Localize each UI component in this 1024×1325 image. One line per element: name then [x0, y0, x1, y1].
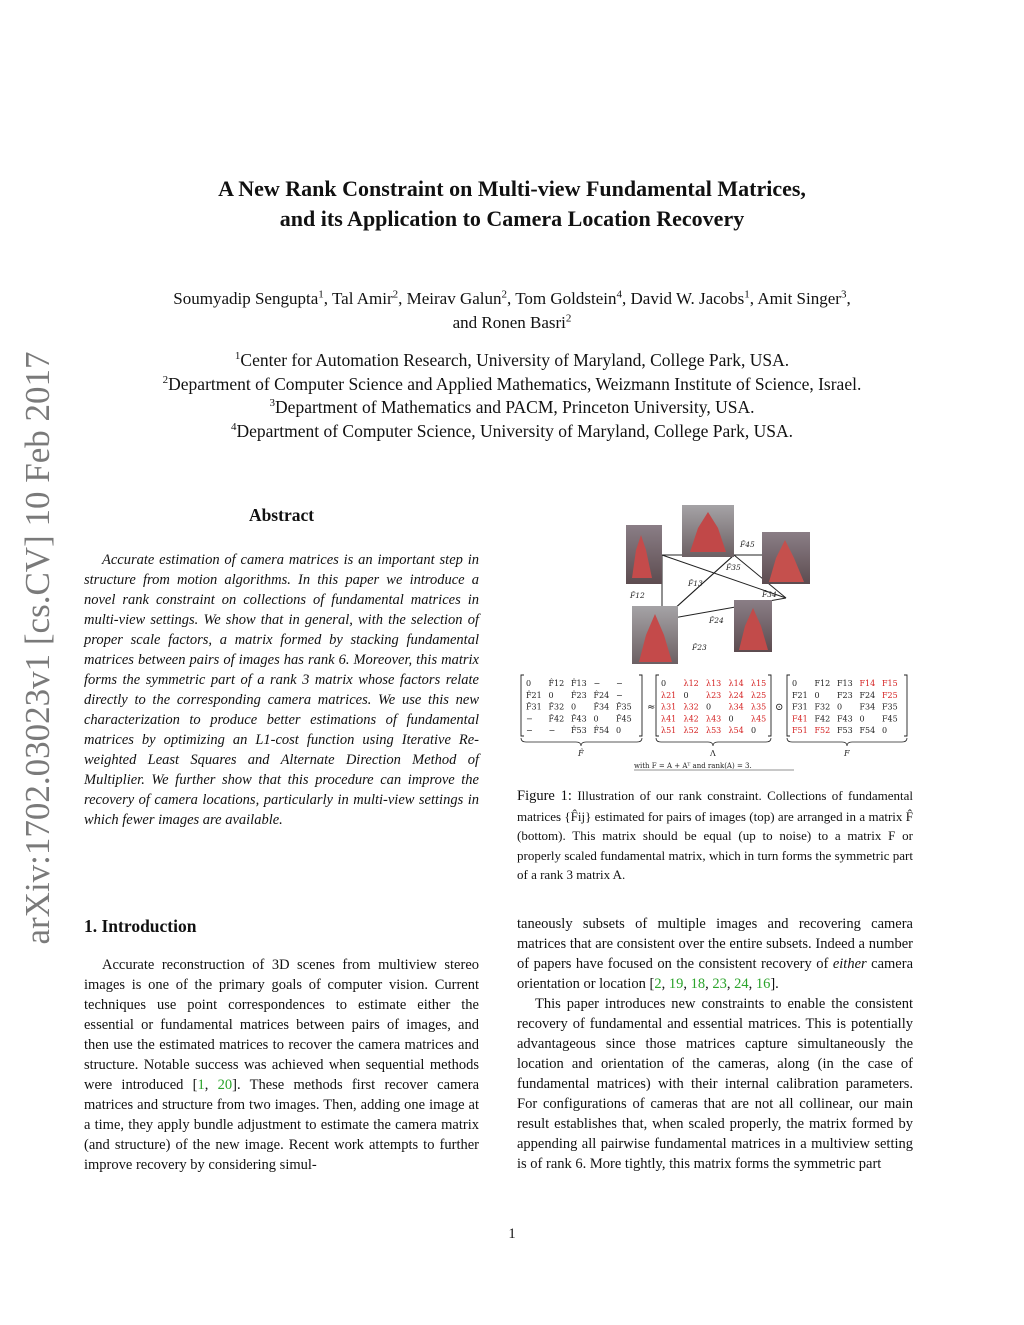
right-column-body [517, 914, 913, 1174]
lambda-cell: λ51 [661, 726, 677, 736]
fhat-cell: F̂34 [593, 702, 610, 712]
f-cell: F32 [814, 702, 831, 712]
fhat-cell: − [526, 726, 533, 736]
graph-label: F̂35 [726, 563, 741, 572]
lambda-cell: λ12 [683, 679, 699, 688]
f-cell: 0 [837, 702, 843, 712]
f-cell: 0 [882, 726, 888, 736]
title-line-1: A New Rank Constraint on Multi-view Fundamental Matrices, [218, 176, 806, 201]
paper-title [130, 174, 894, 234]
fhat-cell: F̂53 [571, 726, 587, 736]
fhat-cell: − [616, 690, 623, 700]
citation-link[interactable]: 23 [712, 976, 727, 992]
fhat-cell: F̂54 [593, 726, 610, 736]
affiliation [80, 420, 944, 444]
lambda-cell: λ35 [751, 702, 767, 712]
f-cell: F31 [792, 702, 808, 712]
f-cell: 0 [792, 679, 798, 688]
citation-link[interactable]: 24 [734, 976, 749, 992]
author-name: Meirav Galun [406, 289, 502, 308]
lambda-cell: λ52 [683, 726, 699, 736]
view-photo-2 [682, 505, 734, 557]
f-cell: F34 [859, 702, 876, 712]
affiliation-text: Department of Mathematics and PACM, Princeton University, USA. [275, 397, 755, 417]
citation-link[interactable]: 18 [690, 976, 706, 992]
author-affil-mark: 2 [501, 288, 508, 301]
author-affil-mark: 3 [840, 288, 847, 301]
f-cell: F41 [792, 714, 808, 724]
author-list [80, 287, 944, 335]
lambda-cell: λ41 [661, 714, 677, 724]
lambda-cell: 0 [661, 679, 667, 688]
affiliation [80, 396, 944, 420]
citation-link[interactable]: 16 [755, 976, 771, 992]
emphasis-text: either [832, 956, 867, 972]
affiliation-number: 3 [269, 397, 276, 410]
fhat-cell: − [548, 726, 556, 736]
figure-footnote: with F = A + Aᵀ and rank(A) = 3. [634, 762, 752, 770]
lambda-cell: 0 [706, 702, 712, 712]
lambda-cell: λ42 [683, 714, 699, 724]
fhat-cell: F̂32 [548, 702, 565, 712]
fhat-cell: F̂45 [616, 714, 632, 724]
author-line-1: Soumyadip Sengupta$^1$, Tal Amir$^2$, Meirav Galun$^2$, Tom Goldstein$^4$, David W. Jacobs$^1$, Amit Singer$^3$, [173, 288, 851, 308]
author-name: Amit Singer [757, 289, 841, 308]
paragraph-text: taneously subsets of multiple images and recovering camera matrices that are consistent over the entire subsets. Indeed a number of papers have focused on the consistent recovery of [517, 916, 913, 972]
matrix-label-lambda: Λ [710, 749, 716, 758]
affiliation-text: Department of Computer Science and Applied Mathematics, Weizmann Institute of Science, Israel. [168, 373, 862, 394]
lambda-cell: 0 [683, 690, 689, 700]
f-cell: F51 [792, 726, 808, 736]
graph-label: F̂23 [692, 643, 707, 652]
fhat-cell: F̂13 [571, 679, 587, 688]
introduction-body [84, 955, 479, 1175]
lambda-cell: λ13 [706, 679, 722, 688]
fhat-cell: − [593, 679, 601, 688]
matrix-label-f: F [844, 749, 850, 758]
f-cell: 0 [859, 714, 865, 724]
fhat-cell: 0 [526, 679, 532, 688]
author-line-2 [80, 311, 944, 335]
view-photo-4 [632, 606, 678, 664]
author-name: David W. Jacobs [630, 289, 745, 308]
paragraph-text: camera orientation or location [ [517, 956, 913, 992]
fhat-cell: − [526, 714, 533, 724]
f-cell: F52 [814, 726, 831, 736]
affiliation-number: 2 [162, 373, 169, 386]
affiliation [80, 373, 944, 397]
intro-text-a: Accurate reconstruction of 3D scenes from multiview stereo images is one of the primary goals of computer vision. Current techniques use point correspondences to estimate either the essential or fundamental matrices between pairs of images, and then use the estimated matrices to recover the camera matrices and structure. Notable success was achieved when sequential methods were introduced [ [84, 957, 479, 1093]
author-affil-mark: 4 [616, 288, 622, 301]
abstract-body: Accurate estimation of camera matrices is an important step in structure from motion algorithms. In this paper we introduce a novel rank constraint on collections of fundamental matrices in multi-view settings. We show that in general, with the selection of proper scale factors, a matrix formed by stacking fundamental matrices between pairs of images has rank 6. Moreover, this matrix forms the symmetric part of a rank 3 matrix whose factors relate directly to the corresponding camera matrices. We use this new characterization to produce better estimations of fundamental matrices by optimizing an L1-cost function using Iterative Re-weighted Least Squares and Alternate Direction Method of Multiplier. We further show that this procedure can improve the recovery of camera locations, particularly in multi-view settings in which fewer images are available. [84, 552, 479, 828]
fhat-cell: 0 [616, 726, 622, 736]
fhat-cell: 0 [593, 714, 599, 724]
f-cell: F15 [882, 679, 898, 688]
approx-symbol: ≈ [647, 702, 656, 713]
affiliation-text: Center for Automation Research, University of Maryland, College Park, USA. [240, 350, 790, 370]
citation-link[interactable]: 20 [217, 1077, 233, 1093]
author-affil-mark: 1 [318, 288, 324, 301]
fhat-cell: F̂24 [593, 690, 610, 700]
graph-label: F̂12 [630, 591, 645, 600]
author-name: and Ronen Basri [452, 313, 566, 332]
lambda-cell: λ15 [751, 679, 767, 688]
citation-link[interactable]: 1 [197, 1077, 205, 1093]
graph-label: F̂34 [762, 590, 777, 599]
author-affil-mark: 2 [392, 288, 399, 301]
lambda-cell: 0 [751, 726, 757, 736]
caption-text: Illustration of our rank constraint. Collections of fundamental matrices {F̂ij} estimated for pairs of images (top) are arranged in a matrix F̂ (bottom). This matrix should be equal (up to noise) to a matrix F or properly scaled fundamental matrix, which in turn forms the symmetric part of a rank 3 matrix A. [517, 788, 913, 882]
lambda-cell: λ24 [728, 690, 744, 700]
lambda-cell: λ14 [728, 679, 744, 688]
lambda-cell: λ21 [661, 690, 677, 700]
f-cell: F54 [859, 726, 876, 736]
matrix-label-fhat: F̂ [578, 749, 584, 758]
lambda-cell: λ25 [751, 690, 767, 700]
fhat-cell: F̂23 [571, 690, 587, 700]
fhat-cell: F̂42 [548, 714, 565, 724]
paragraph: taneously subsets of multiple images and recovering camera matrices that are consistent over the entire subsets. Indeed a number of papers have focused on the consistent recovery of either camera orientation or location [2, 19, 18, 23, 24, 16]. [517, 916, 913, 992]
f-cell: F12 [814, 679, 831, 688]
page-number: 1 [508, 1226, 516, 1242]
lambda-cell: λ54 [728, 726, 744, 736]
introduction-heading: 1. Introduction [84, 916, 197, 936]
fhat-cell: F̂31 [526, 702, 542, 712]
f-cell: F42 [814, 714, 831, 724]
view-photo-1 [626, 525, 662, 584]
f-cell: F53 [837, 726, 853, 736]
f-cell: 0 [814, 690, 820, 700]
fhat-cell: F̂21 [526, 690, 542, 700]
view-photo-3 [762, 532, 810, 584]
figure-caption [517, 786, 913, 885]
figure-1 [512, 500, 922, 772]
fhat-cell: F̂43 [571, 714, 587, 724]
fhat-cell: F̂35 [616, 702, 632, 712]
lambda-cell: λ43 [706, 714, 722, 724]
affiliation-list [80, 349, 944, 443]
affiliation [80, 349, 944, 373]
citation-link[interactable]: 2 [654, 976, 662, 992]
author-name: Soumyadip Sengupta [173, 289, 319, 308]
abstract-heading: Abstract [248, 505, 315, 525]
f-cell: F43 [837, 714, 853, 724]
author-affil-mark: 1 [744, 288, 750, 301]
graph-label: F̂45 [740, 540, 755, 549]
f-cell: F35 [882, 702, 898, 712]
graph-label: F̂24 [709, 616, 724, 625]
f-cell: F13 [837, 679, 853, 688]
f-cell: F24 [859, 690, 876, 700]
f-cell: F21 [792, 690, 808, 700]
fhat-cell: F̂12 [548, 679, 565, 688]
lambda-cell: λ34 [728, 702, 744, 712]
f-cell: F14 [859, 679, 876, 688]
paragraph: This paper introduces new constraints to enable the consistent recovery of fundamental and essential matrices. This is potentially advantageous since those matrices capture simultaneously the location and orientation of the cameras, along (in the case of fundamental matrices) with their internal calibration parameters. For configurations of cameras that are not all collinear, our main result establishes that, when scaled properly, the matrix formed by appending all pairwise fundamental matrices in a multiview setting is of rank 6. More tightly, this matrix forms the symmetric part [517, 996, 913, 1172]
hadamard-symbol: ⊙ [775, 702, 784, 713]
matrix-group [526, 679, 898, 735]
title-line-2: and its Application to Camera Location Recovery [279, 206, 745, 231]
paragraph-text: ]. [770, 976, 779, 992]
affiliation-text: Department of Computer Science, University of Maryland, College Park, USA. [236, 420, 793, 441]
affiliation-number: 1 [234, 350, 241, 363]
citation-separator: , [204, 1077, 218, 1093]
author-name: Tom Goldstein [515, 289, 617, 308]
fhat-cell: 0 [548, 690, 554, 700]
f-cell: F25 [882, 690, 898, 700]
lambda-cell: λ45 [751, 714, 767, 724]
fhat-cell: − [616, 679, 623, 688]
view-photo-5 [734, 600, 772, 652]
citation-link[interactable]: 19 [668, 976, 684, 992]
arxiv-stamp: arXiv:1702.03023v1 [cs.CV] 10 Feb 2017 [18, 351, 57, 945]
lambda-cell: 0 [728, 714, 734, 724]
matrix-underbraces [521, 738, 907, 746]
f-cell: F23 [837, 690, 853, 700]
intro-text-b: ]. These methods first recover camera matrices and structure from two images. Then, adding one image at a time, they apply bundle adjustment to estimate the camera matrix (and structure) of the new image. Recent work attempts to further improve recovery by considering simul- [84, 1077, 480, 1173]
fhat-cell: 0 [571, 702, 577, 712]
f-cell: F45 [882, 714, 898, 724]
affiliation-number: 4 [231, 420, 237, 433]
lambda-cell: λ53 [706, 726, 722, 736]
caption-label: Figure 1: [517, 788, 572, 804]
lambda-cell: λ31 [661, 702, 677, 712]
graph-label: F̂13 [688, 579, 703, 588]
lambda-cell: λ23 [706, 690, 722, 700]
figure-graphic [512, 500, 922, 772]
author-name: Tal Amir [331, 289, 393, 308]
lambda-cell: λ32 [683, 702, 699, 712]
author-affil-mark: 2 [565, 312, 572, 325]
